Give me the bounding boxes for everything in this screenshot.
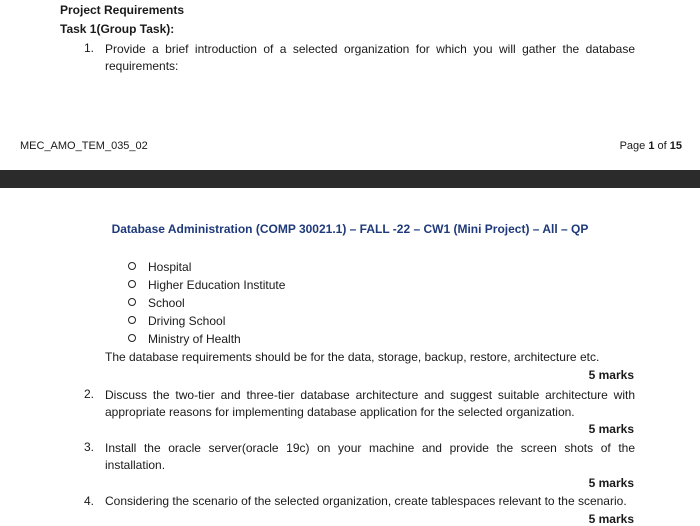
page-current: 1: [648, 140, 655, 152]
section-heading: Project Requirements: [60, 3, 185, 17]
marks-label: 5 marks: [588, 512, 634, 526]
question-1-requirements: The database requirements should be for the data, storage, backup, restore, architecture etc.: [105, 350, 600, 364]
circle-bullet-icon: [128, 262, 136, 270]
page-divider: [0, 170, 700, 188]
marks-label: 5 marks: [588, 368, 634, 382]
list-item-label: Hospital: [148, 260, 192, 274]
circle-bullet-icon: [128, 316, 136, 324]
question-3-number: 3.: [84, 440, 95, 454]
list-item-label: Driving School: [148, 314, 226, 328]
question-1-number: 1.: [84, 41, 95, 55]
list-item: [128, 260, 191, 274]
question-2-number: 2.: [84, 387, 95, 401]
document-header: Database Administration (COMP 30021.1) – FALL -22 – CW1 (Mini Project) – All – QP: [111, 222, 589, 236]
page-of-label: of: [654, 140, 670, 152]
document-code: MEC_AMO_TEM_035_02: [20, 140, 148, 152]
page-total: 15: [669, 140, 682, 152]
question-2-text: Discuss the two-tier and three-tier database architecture and suggest suitable architecture with appropriate reasons for implementing database application for the selected organization.: [105, 388, 635, 419]
list-item-label: School: [148, 296, 185, 310]
circle-bullet-icon: [128, 334, 136, 342]
list-item: [128, 296, 185, 310]
page-number: [620, 140, 682, 152]
page-label: Page: [619, 140, 649, 152]
question-4-number: 4.: [84, 494, 95, 508]
circle-bullet-icon: [128, 280, 136, 288]
question-1-text: Provide a brief introduction of a selected organization for which you will gather the database requirements:: [105, 42, 635, 73]
list-item-label: Ministry of Health: [148, 332, 241, 346]
list-item: [128, 314, 225, 328]
question-3-text: Install the oracle server(oracle 19c) on your machine and provide the screen shots of the installation.: [105, 441, 635, 472]
list-item: [128, 278, 285, 292]
question-4-text: Considering the scenario of the selected organization, create tablespaces relevant to the scenario.: [105, 494, 627, 508]
marks-label: 5 marks: [588, 476, 634, 490]
list-item: [128, 332, 241, 346]
task-title: Task 1(Group Task):: [60, 22, 175, 36]
marks-label: 5 marks: [588, 422, 634, 436]
list-item-label: Higher Education Institute: [148, 278, 286, 292]
circle-bullet-icon: [128, 298, 136, 306]
